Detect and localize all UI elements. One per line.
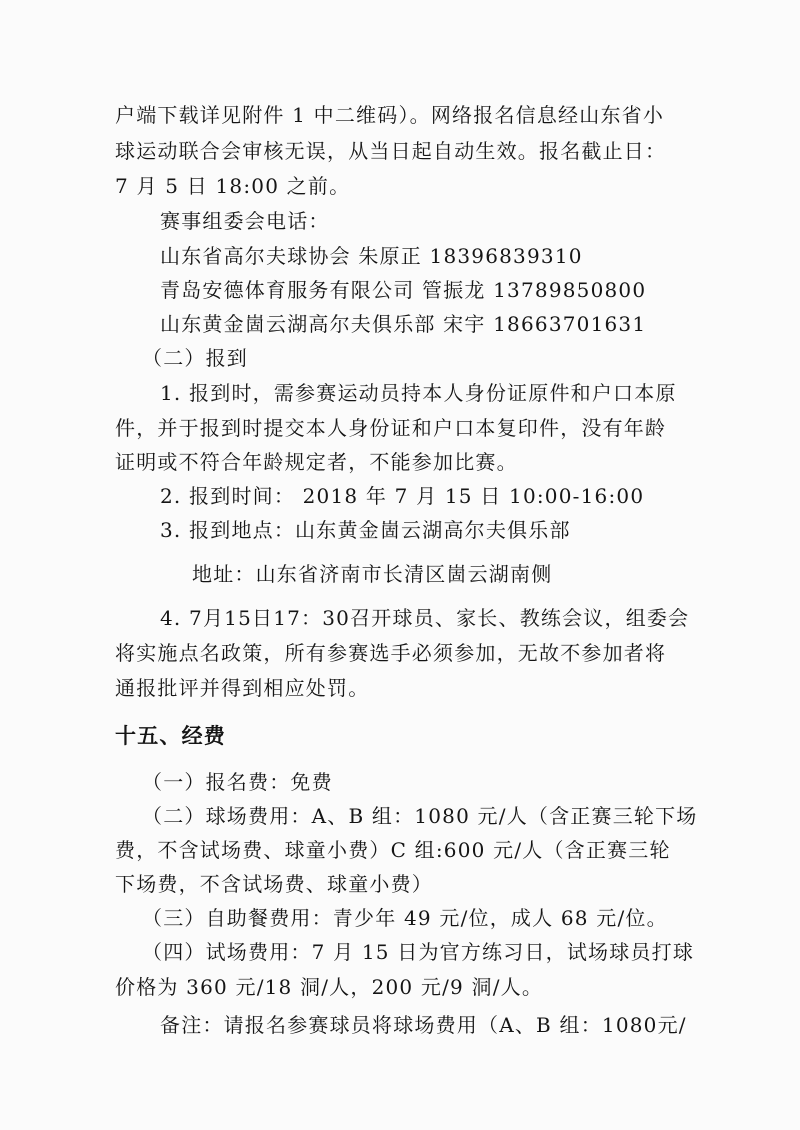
- note-line: 备注：请报名参赛球员将球场费用（A、B 组：1080元/: [160, 1013, 687, 1037]
- contact-line: 山东黄金崮云湖高尔夫俱乐部 宋宇 18663701631: [160, 312, 647, 336]
- paragraph-line: 证明或不符合年龄规定者，不能参加比赛。: [115, 450, 518, 474]
- subsection-heading: （二）报到: [142, 346, 248, 370]
- paragraph-line: 件，并于报到时提交本人身份证和户口本复印件，没有年龄: [115, 416, 667, 440]
- paragraph-line: 2. 报到时间： 2018 年 7 月 15 日 10:00-16:00: [160, 484, 645, 508]
- paragraph-line: 3. 报到地点：山东黄金崮云湖高尔夫俱乐部: [160, 518, 571, 542]
- fee-line: 费，不含试场费、球童小费）C 组:600 元/人（含正赛三轮: [115, 838, 671, 862]
- fee-line: （四）试场费用：7 月 15 日为官方练习日，试场球员打球: [142, 940, 695, 964]
- fee-line: 价格为 360 元/18 洞/人，200 元/9 洞/人。: [115, 975, 544, 999]
- contact-line: 山东省高尔夫球协会 朱原正 18396839310: [160, 244, 583, 268]
- paragraph-line: 户端下载详见附件 1 中二维码）。网络报名信息经山东省小: [115, 103, 665, 127]
- section-heading: 十五、经费: [115, 724, 226, 748]
- paragraph-line: 将实施点名政策，所有参赛选手必须参加，无故不参加者将: [115, 641, 667, 665]
- paragraph-line: 通报批评并得到相应处罚。: [115, 676, 370, 700]
- fee-line: （二）球场费用：A、B 组：1080 元/人（含正赛三轮下场: [142, 804, 698, 828]
- contact-line: 青岛安德体育服务有限公司 管振龙 13789850800: [160, 278, 647, 302]
- address-line: 地址：山东省济南市长清区崮云湖南侧: [192, 562, 553, 586]
- fee-line: 下场费，不含试场费、球童小费）: [115, 872, 433, 896]
- fee-line: （一）报名费：免费: [142, 770, 333, 794]
- committee-phone-title: 赛事组委会电话：: [160, 209, 330, 233]
- paragraph-line: 球运动联合会审核无误，从当日起自动生效。报名截止日：: [115, 139, 667, 163]
- paragraph-line: 4. 7月15日17：30召开球员、家长、教练会议，组委会: [160, 606, 690, 630]
- paragraph-line: 1. 报到时，需参赛运动员持本人身份证原件和户口本原: [160, 381, 677, 405]
- fee-line: （三）自助餐费用：青少年 49 元/位，成人 68 元/位。: [142, 906, 668, 930]
- paragraph-line: 7 月 5 日 18:00 之前。: [115, 174, 351, 198]
